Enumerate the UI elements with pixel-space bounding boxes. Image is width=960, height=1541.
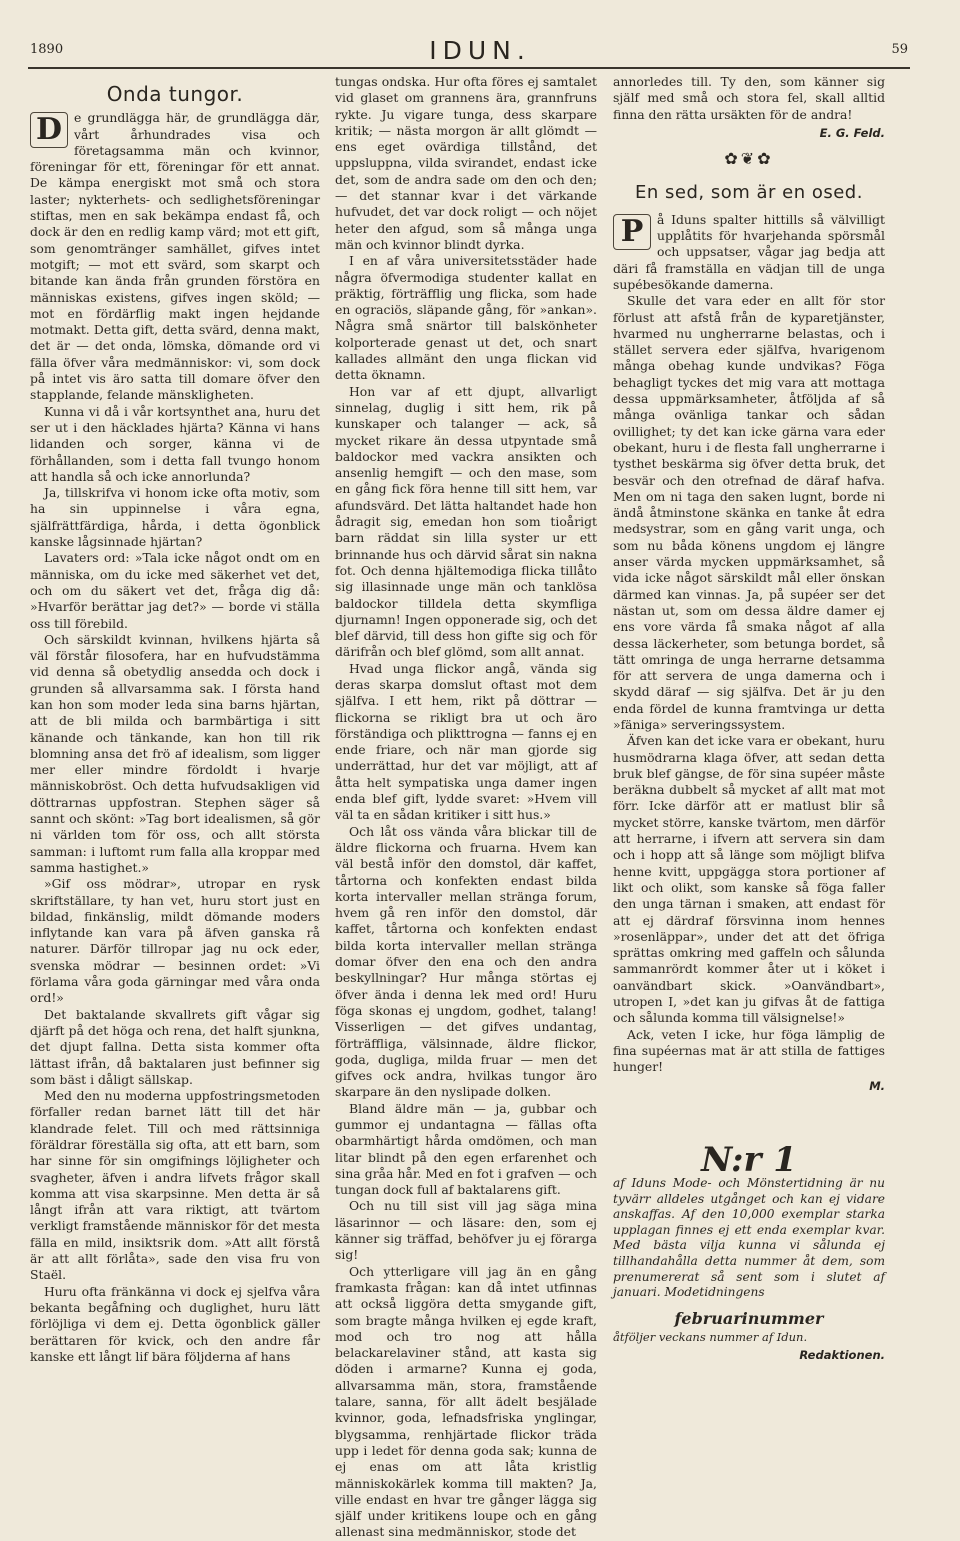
notice-highlight: februarinummer [674,1308,824,1328]
paragraph: Kunna vi då i vår kortsynthet ana, huru det ser ut i den häcklades hjärta? Känna vi hans lidanden och sorger, känna vi de förhållanden, som i detta fall tvungo honom att handla så och icke annorlunda? [30,403,320,484]
notice-block [613,1176,885,1364]
paragraph: Äfven kan det icke vara er obekant, huru husmödrarna klaga öfver, att sedan detta bruk blef gängse, de för sina supéer måste beräkna dubbelt så mycket af allt mat mot förr. Icke därför att er matlust blir så mycket större, kanske tvärtom, men därför att herrarne, i ifvern att servera sin dam och i hopp att så länge som möjligt blifva henne kvitt, uppgägga stora portioner af likt och olikt, som kanske så föga faller den unga tärnan i smaken, att endast för att ej därdraf försvinna inom hennes »rosenläppar», under det att det öfriga sprättas omkring med gaffeln och sålunda sammanrördt kommer åter ut i köket i oanvändbart skick. »Oanvändbart», utropen I, »det kan ju gifvas åt de fattiga och sålunda komma till välsignelse!» [613,733,885,1026]
paragraph: Hon var af ett djupt, allvarligt sinnelag, duglig i sitt hem, rik på kunskaper och talanger — ack, så mycket rikare än dessa utpyntade små baldockor med vackra ansikten och ansenlig hemgift — och den mase, som en gång fick föra henne till sitt hem, var afundsvärd. Det lätta haltandet hade hon ådragit sig, emedan hon som tioårigt barn räddat sin lilla syster ur ett brinnande hus och därvid sårat sin nakna fot. Och denna hjältemodiga flicka tillåto sig illasinnade unge män och tanklösa baldockor tilldela detta skymfliga djurnamn! Ingen opponerade sig, och det blef därvid, till dess hon gifte sig och för därifrån och blef glömd, som allt annat. [335,383,597,660]
dropcap-d: D [30,112,68,148]
paragraph: Bland äldre män — ja, gubbar och gummor ej undantagna — fällas ofta obarmhärtigt hårda omdömen, och man litar blindt på den egen erfarenhet och sina gråa hår. Med en fot i grafven — och tungan dock full af baktalarens gift. [335,1100,597,1198]
paragraph: Och nu till sist vill jag säga mina läsarinnor — och läsare: den, som ej känner sig träffad, behöfver ju ej förarga sig! [335,1198,597,1263]
paragraph: Ack, veten I icke, hur föga lämplig de fina supéernas mat är att stilla de fattiges hunger! [613,1026,885,1075]
masthead: IDUN. [429,36,531,65]
paragraph: Och låt oss vända våra blickar till de äldre flickorna och fruarna. Hvem kan väl bestå inför den domstol, där kaffet, tårtorna och konfekten endast bilda korta intervaller mellan stränga forum, hvem gå ren inför den domstol, där kaffet, tårtorna och konfekten endast bilda korta intervaller mellan stränga domar öfver den ena och den andra beskyllningar? Hur många störtas ej öfver ända i denna lek med ord! Huru föga skonas ej ungdom, godhet, talang! Visserligen — det gifves undantag, förträffliga, välsinnade, äldre flickor, goda, dugliga, milda fruar — men det gifves ock andra, hvilkas tungor äro skarpare än den nyslipade dolken. [335,823,597,1100]
paragraph: »Gif oss mödrar», utropar en rysk skriftställare, ty han vet, huru stort just en bildad, finkänslig, mildt dömande moders inflytande kan vara på äfven ganska rå naturer. Därför tillropar jag nu ock eder, svenska mödrar — besinnen ordet: »Vi förlama våra goda gärningar med våra onda ord!» [30,876,320,1006]
paragraph: Lavaters ord: »Tala icke något ondt om en människa, om du icke med säkerhet vet det, och om du säkert vet det, fråga dig då: »Hvarför berättar jag det?» — borde vi ställa oss till förebild. [30,550,320,631]
ornament-divider: ✿❦✿ [724,149,774,169]
column-3 [613,74,885,1366]
paragraph: Och särskildt kvinnan, hvilkens hjärta så väl förstår filosofera, har en hufvudstämma vid denna så obetydlig ansedda och dock i grunden så allvarsamma sak. I första hand kan hon som moder leda sina barns hjärtan, att de bli milda och barmbärtiga i sitt känande och tänkande, kan hon till rik blomning ansa det frö af idealism, som ligger mer eller mindre fördoldt i hvarje människobröst. Och detta hufvudsakligen vid döttrarnas uppfostran. Stephen säger så sannt och skönt: »Tag bort idealismen, så gör ni världen tom för oss, och allt största samman: i luftomt rum falla alla kroppar med samma hastighet.» [30,631,320,875]
signature-m: M. [869,1078,885,1093]
paragraph: Det baktalande skvallrets gift vågar sig djärft på det höga och rena, det halft sjunkna, det djupt fallna. Detta sista kommer ofta lättast ifrån, då baktalaren just befinner sig som bäst i dåligt sällskap. [30,1006,320,1087]
paragraph: Huru ofta fränkänna vi dock ej sjelfva våra bekanta begåfning och duglighet, huru lätt förlöjliga vi dem ej. Detta ögonblick gäller berättaren för kvick, och den andre får kanske ett långt lif bära följderna af hans [30,1283,320,1364]
column-2 [335,74,597,1541]
article-title-onda-tungor: Onda tungor. [106,82,244,106]
column-1 [30,74,320,1365]
signature-redaktionen: Redaktionen. [799,1348,885,1363]
paragraph: Skulle det vara eder en allt för stor förlust att afstå från de kyparetjänster, hvarmed nu ungherrarne belastas, och i stället servera eder själfva, hvarigenom många obehag kunde undvikas? Föga behagligt tyckes det mig vara att mottaga dessa uppmärksamheter, åtföljda af så många ovänliga tankar och sådan ovillighet; ty det kan icke gärna vara eder obekant, huru i de flesta fall ungherrarne i tysthet beskärma sig öfver detta bruk, det besvär och den otrefnad de däraf hafva. Men om ni taga den saken lugnt, borde ni ändå åtminstone skänka en tanke åt edra medsystrar, som en gång varit unga, och som nu båda könens ungdom ej längre anser värda mycken uppmärksamhet, så vida icke något särskildt mål eller önskan därmed kan vinnas. Ja, på supéer ser det nästan ut, som om dessa äldre damer ej ens vore värda få smaka något af alla dessa läckerheter, som betunga bordet, så tätt omringa de unga herrarne detsamma för att servera de unga damerna och i skydd däraf — sig själfva. Det är ju den enda fördel de kunna framtvinga ur detta »fäniga» serveringssystem. [613,293,885,732]
paragraph: I en af våra universitetsstäder hade några öfvermodiga studenter kallat en präktig, förträfflig ung flicka, som hade en ograciös, släpande gång, för »ankan». Några små snärtor till balskönheter kolporterade genast ut det, och snart kallades allmänt den unga flickan vid detta öknamn. [335,253,597,383]
notice-number: N:r 1 [701,1139,797,1180]
page-number: 59 [891,42,908,57]
paragraph: tungas ondska. Hur ofta föres ej samtalet vid glaset om grannens ära, grannfruns rykte. Ju vigare tunga, dess skarpare kritik; — nästa morgon är allt glömdt — ens eget ovärdiga tillstånd, det uppsluppna, vilda svirandet, endast icke det, som de andra sade om den och den; — det stannar kvar i det värkande hufvudet, det var dock roligt — och nöjet heter den afgud, som så många unga män och kvinnor blindt dyrka. [335,74,597,252]
paragraph: Hvad unga flickor angå, vända sig deras skarpa domslut oftast mot dem själfva. I ett hem, rikt på döttrar — flickorna se rikligt bra ut och äro förständiga och plikttrogna — fanns ej en ende friare, och när man gjorde sig underrättad, hur det var möjligt, att af åtta helt sympatiska unga damer ingen enda blef gift, lydde svaret: »Hvem vill väl ta en sådan kritiker i sitt hus.» [335,660,597,823]
paragraph: Med den nu moderna uppfostringsmetoden förfaller redan barnet lätt till det här klandrade felet. Till och med rättsinniga föräldrar föreställa sig ofta, att ett barn, som har sinne för sin omgifnings löjligheter och svagheter, äfven i andra lifvets frågor skall komma att visa skarpsinne. Men detta är så långt ifrån att vara riktigt, att tvärtom verkligt framstående människor för det mesta fälla en mild, insiktsrik dom. »Att allt förstå är att allt förlåta», sade den visa fru von Staël. [30,1088,320,1283]
header-year: 1890 [30,42,64,57]
article-title-en-sed: En sed, som är en osed. [635,182,863,204]
header-rule [28,67,910,69]
paragraph: Och ytterligare vill jag än en gång framkasta frågan: kan då intet utfinnas att också liggöra detta smygande gift, som bragte många hvilken ej egde kraft, mod och tro nog att hålla belackarelaviner stånd, att kasta sig döden i armarne? Kunna ej goda, allvarsamma män, stora, framstående talare, sanna, för allt ädelt besjälade kvinnor, goda, lefnadsfriska ynglingar, blygsamma, renhjärtade flickor träda upp i ledet för denna goda sak; kunna de ej enas om att låta kristlig människokärlek komma till makten? Ja, ville endast en hvar tre gånger lägga sig själf under kritikens loupe och en gång allenast sina medmänniskor, stode det [335,1263,597,1540]
paragraph: Ja, tillskrifva vi honom icke ofta motiv, som ha sin uppinnelse i våra egna, själfrättfärdiga, hårda, i detta ögonblick kanske lågsinnade hjärtan? [30,485,320,550]
paragraph: annorledes till. Ty den, som känner sig själf med små och stora fel, skall alltid finna den rätta ursäkten för de andra! [613,74,885,122]
paragraph: å Iduns spalter hittills så välvilligt upplåtits för hvarjehanda spörsmål och uppsatser, vågar jag bedja att däri få framställa en vädjan till de unga supébesökande damerna. [613,211,885,292]
notice-text-2: åtföljer veckans nummer af Idun. [613,1330,808,1345]
paragraph: e grundlägga här, de grundlägga där, vårt århundrades visa och företagsamma män och kvinnor, föreningar för ett, föreningar för ett annat. De kämpa energiskt mot små och stora laster; nykterhets- och sedlighetsföreningar stiftas, men en sak bekämpa endast få, och dock är den en redlig kamp värd; mot ett gift, som genomtränger samhället, gifves intet motgift; — mot ett svärd, som skarpt och bitande kan ända från grunden förstöra en människas existens, gifves ingen sköld; — mot en fördärflig makt ingen hejdande motmakt. Detta gift, detta svärd, denna makt, det är — det onda, lömska, dömande ord vi fälla öfver våra medmänniskor: vi, som dock på intet vis äro satta till domare öfver den stapplande, felande mänskligheten. [30,110,320,403]
signature-e-g-feld: E. G. Feld. [819,125,885,140]
notice-text: af Iduns Mode- och Mönstertidning är nu tyvärr alldeles utgånget och kan ej vidare anskaffas. Af den 10,000 exemplar starka upplagan finnes ej ett enda exemplar kvar. Med bästa vilja kunna vi sålunda ej tillhandahålla detta nummer åt dem, som prenumererat så sent som i slutet af januari. Modetidningens [613,1176,885,1300]
dropcap-p: P [613,214,651,250]
page-header [0,36,960,76]
